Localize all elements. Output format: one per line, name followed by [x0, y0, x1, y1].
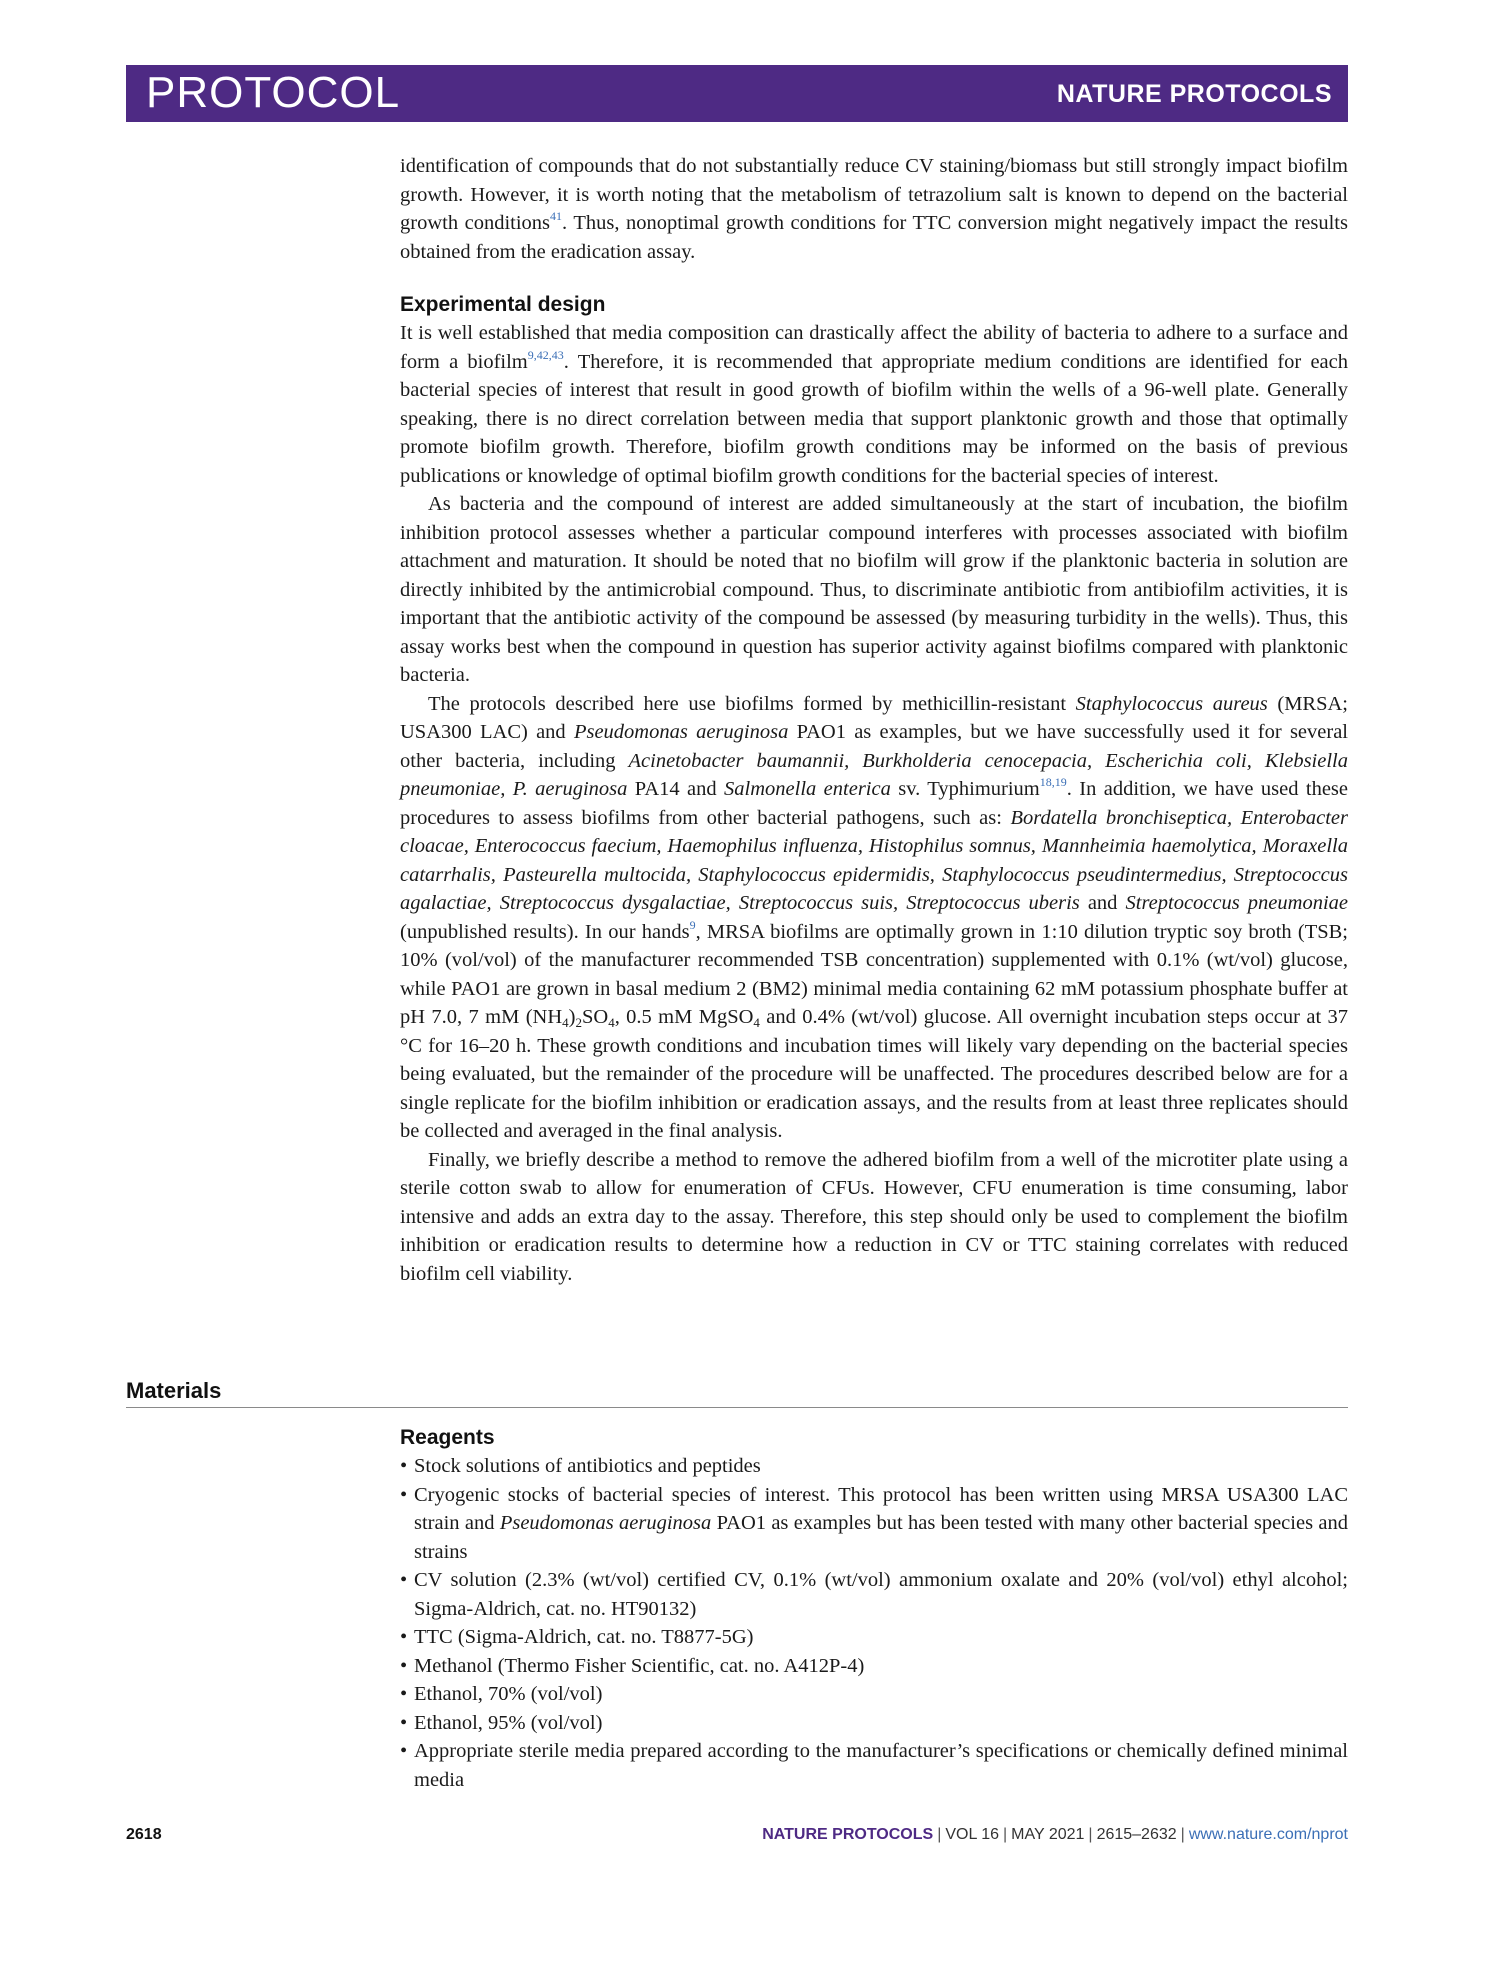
list-item: • Cryogenic stocks of bacterial species of interest. This protocol has been written using MRSA USA300 LAC strain and Pseudomonas aeruginosa PAO1 as examples but has been tested with many other bacterial species and strains: [400, 1481, 1348, 1567]
list-item: • Ethanol, 70% (vol/vol): [400, 1680, 1348, 1709]
footer-date: MAY 2021: [1011, 1826, 1085, 1843]
list-item: • Appropriate sterile media prepared according to the manufacturer’s specifications or chemically defined minimal media: [400, 1737, 1348, 1794]
footer-volume: VOL 16: [945, 1826, 1000, 1843]
citation-link[interactable]: 41: [550, 209, 563, 223]
journal-url-link[interactable]: www.nature.com/nprot: [1188, 1826, 1348, 1843]
page-number: 2618: [126, 1826, 162, 1843]
experimental-design-heading: Experimental design: [400, 293, 606, 316]
intro-paragraph: identification of compounds that do not substantially reduce CV staining/biomass but still strongly impact biofilm growth. However, it is worth noting that the metabolism of tetrazolium salt is known to depend on the bacterial growth conditions$^{41}$. Thus, nonoptimal growth conditions for TTC conversion might negatively impact the results obtained from the eradication assay.: [400, 155, 1348, 263]
list-item: • CV solution (2.3% (wt/vol) certified CV, 0.1% (wt/vol) ammonium oxalate and 20% (vol/vol) ethyl alcohol; Sigma-Aldrich, cat. no. HT90132): [400, 1566, 1348, 1623]
footer-journal: NATURE PROTOCOLS: [762, 1826, 934, 1843]
footer-pages: 2615–2632: [1096, 1826, 1177, 1843]
list-item: • Ethanol, 95% (vol/vol): [400, 1709, 1348, 1738]
list-item: • TTC (Sigma-Aldrich, cat. no. T8877-5G): [400, 1623, 1348, 1652]
reagents-heading: Reagents: [400, 1426, 495, 1449]
paragraph-media-composition: It is well established that media composition can drastically affect the ability of bacteria to adhere to a surface and form a biofilm$^{9,42,43}$. Therefore, it is recommended that appropriate medium conditions are identified for each bacterial species of interest that result in good growth of biofilm within the wells of a 96-well plate. Generally speaking, there is no direct correlation between media that support planktonic growth and those that optimally promote biofilm growth. Therefore, biofilm growth conditions may be informed on the basis of previous publications or knowledge of optimal biofilm growth conditions for the bacterial species of interest.: [400, 322, 1348, 487]
paragraph-cfu-enumeration: Finally, we briefly describe a method to remove the adhered biofilm from a well of the microtiter plate using a sterile cotton swab to allow for enumeration of CFUs. However, CFU enumeration is time consuming, labor intensive and adds an extra day to the assay. Therefore, this step should only be used to complement the biofilm inhibition or eradication results to determine how a reduction in CV or TTC staining correlates with reduced biofilm cell viability.: [400, 1148, 1348, 1285]
citation-link[interactable]: 18,19: [1039, 775, 1067, 789]
paragraph-inhibition-protocol: As bacteria and the compound of interest are added simultaneously at the start of incubation, the biofilm inhibition protocol assesses whether a particular compound interferes with processes associated with biofilm attachment and maturation. It should be noted that no biofilm will grow if the planktonic bacteria in solution are directly inhibited by the antimicrobial compound. Thus, to discriminate antibiotic from antibiofilm activities, it is important that the antibiotic activity of the compound be assessed (by measuring turbidity in the wells). Thus, this assay works best when the compound in question has superior activity against biofilms compared with planktonic bacteria.: [400, 493, 1348, 686]
main-text-column: [400, 152, 1348, 1288]
reagents-column: [400, 1424, 1348, 1794]
list-item: • Stock solutions of antibiotics and peptides: [400, 1452, 1348, 1481]
journal-name: NATURE PROTOCOLS: [1056, 80, 1332, 108]
materials-heading: Materials: [126, 1378, 222, 1403]
reagents-list: [400, 1452, 1348, 1794]
list-item: • Methanol (Thermo Fisher Scientific, cat. no. A412P-4): [400, 1652, 1348, 1681]
citation-link[interactable]: 9,42,43: [527, 347, 564, 362]
header-banner: [126, 65, 1348, 122]
citation-line: NATURE PROTOCOLS | VOL 16 | MAY 2021 | 2615–2632 | www.nature.com/nprot: [762, 1826, 1348, 1843]
section-label: PROTOCOL: [146, 68, 401, 117]
section-divider: [126, 1407, 1348, 1408]
paragraph-bacterial-strains: The protocols described here use biofilms formed by methicillin-resistant Staphylococcus aureus (MRSA; USA300 LAC) and Pseudomonas aeruginosa PAO1 as examples, but we have successfully used it for several other bacteria, including Acinetobacter baumannii, Burkholderia cenocepacia, Escherichia coli, Klebsiella pneumoniae, P. aeruginosa PA14 and Salmonella enterica sv. Typhimurium$^{18,19}$. In addition, we have used these procedures to assess biofilms from other bacterial pathogens, such as: Bordatella bronchiseptica, Enterobacter cloacae, Enterococcus faecium, Haemophilus influenza, Histophilus somnus, Mannheimia haemolytica, Moraxella catarrhalis, Pasteurella multocida, Staphylococcus epidermidis, Staphylococcus pseudintermedius, Streptococcus agalactiae, Streptococcus dysgalactiae, Streptococcus suis, Streptococcus uberis and Streptococcus pneumoniae (unpublished results). In our hands$^9$, MRSA biofilms are optimally grown in 1:10 dilution tryptic soy broth (TSB; 10% (vol/vol) of the manufacturer recommended TSB concentration) supplemented with 0.1% (wt/vol) glucose, while PAO1 are grown in basal medium 2 (BM2) minimal media containing 62 mM potassium phosphate buffer at pH 7.0, 7 mM $(NH_4)_2SO_4$, 0.5 mM MgSO$_4$ and 0.4% (wt/vol) glucose. All overnight incubation steps occur at 37 °C for 16–20 h. These growth conditions and incubation times will likely vary depending on the bacterial species being evaluated, but the remainder of the procedure will be unaffected. The procedures described below are for a single replicate for the biofilm inhibition or eradication assays, and the results from at least three replicates should be collected and averaged in the final analysis.: [400, 692, 1349, 1142]
citation-link[interactable]: 9: [689, 917, 696, 932]
